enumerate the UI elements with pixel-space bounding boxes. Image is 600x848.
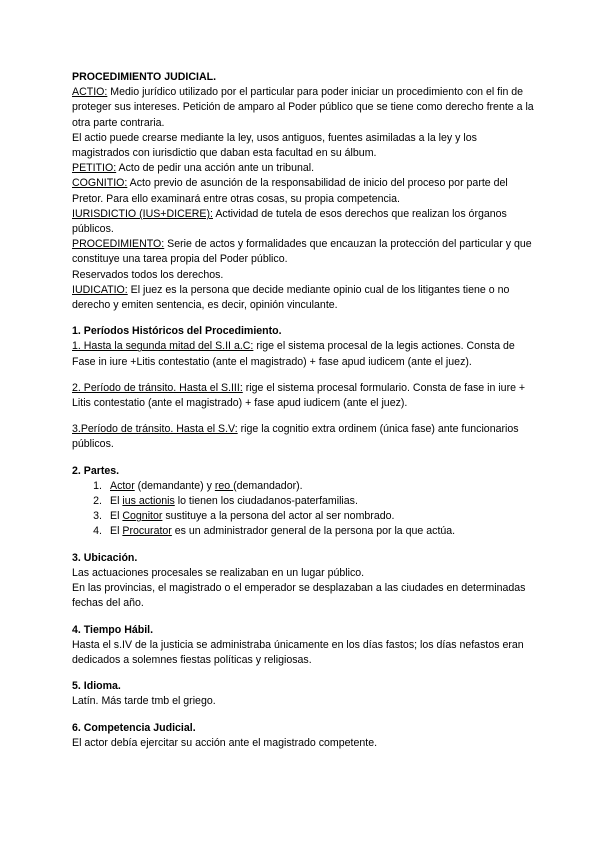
list-term-2: reo — [214, 479, 234, 492]
definition-term: COGNITIO: — [72, 177, 128, 190]
definition-term: IUDICATIO: — [72, 283, 128, 296]
definition-term: ACTIO: — [72, 86, 108, 99]
definition-term: IURISDICTIO (IUS+DICERE): — [72, 207, 213, 220]
list-number: 2. — [93, 495, 102, 508]
period-2 — [72, 381, 534, 411]
list-text: sustituye a la persona del actor al ser nombrado. — [162, 510, 395, 523]
period-text: rige la cognitio extra ordinem (única fase) ante funcionarios públicos. — [72, 423, 519, 451]
section-heading-periodos: 1. Períodos Históricos del Procedimiento. — [72, 325, 282, 338]
definition-iudicatio — [72, 283, 534, 313]
period-term: 3.Período de tránsito. Hasta el S.V: — [72, 423, 238, 436]
list-item — [72, 524, 534, 539]
list-item — [72, 494, 534, 509]
list-term: Actor — [110, 479, 135, 492]
idioma-text: Latín. Más tarde tmb el griego. — [72, 695, 216, 708]
list-text: El — [110, 525, 123, 538]
definition-petitio — [72, 161, 534, 176]
section-heading-ubicacion: 3. Ubicación. — [72, 551, 138, 564]
list-term: Cognitor — [122, 510, 163, 523]
definition-text: Acto de pedir una acción ante un tribunal. — [116, 162, 315, 175]
section-heading-partes: 2. Partes. — [72, 464, 120, 477]
definition-procedimiento — [72, 237, 534, 267]
ubicacion-line-2: En las provincias, el magistrado o el emperador se desplazaban a las ciudades en determinadas fechas del año. — [72, 582, 526, 610]
list-term: Procurator — [122, 525, 172, 538]
definition-actio-note — [72, 131, 534, 161]
list-number: 1. — [93, 479, 102, 492]
list-text: es un administrador general de la persona por la que actúa. — [171, 525, 456, 538]
definition-term: PROCEDIMIENTO: — [72, 238, 165, 251]
list-text: (demandante) y — [134, 479, 215, 492]
period-term: 2. Período de tránsito. Hasta el S.III: — [72, 381, 243, 394]
definition-text: Reservados todos los derechos. — [72, 268, 224, 281]
definition-text: Serie de actos y formalidades que encauzan la protección del particular y que constituye una tarea propia del Poder público. — [72, 238, 532, 266]
competencia-text: El actor debía ejercitar su acción ante el magistrado competente. — [72, 736, 378, 749]
document-title: PROCEDIMIENTO JUDICIAL. — [72, 71, 217, 83]
ubicacion-line-1: Las actuaciones procesales se realizaban en un lugar público. — [72, 566, 365, 579]
period-term: 1. Hasta la segunda mitad del S.II a.C: — [72, 340, 254, 353]
period-1 — [72, 339, 534, 369]
list-text: El — [110, 510, 123, 523]
list-number: 3. — [93, 510, 102, 523]
list-text: (demandador). — [233, 479, 303, 492]
list-text: lo tienen los ciudadanos-paterfamilias. — [174, 495, 358, 508]
definition-term: PETITIO: — [72, 162, 117, 175]
list-number: 4. — [93, 525, 102, 538]
period-text: rige el sistema procesal de la legis actiones. Consta de Fase in iure +Litis contestatio (ante el magistrado) + fase apud iudicem (ante el juez). — [72, 340, 515, 368]
list-item — [72, 479, 534, 494]
definition-text: El actio puede crearse mediante la ley, usos antiguos, fuentes asimiladas a la ley y los magistrados con iurisdictio que daban esta facultad en su álbum. — [72, 131, 477, 160]
definition-actio — [72, 85, 534, 131]
section-heading-competencia: 6. Competencia Judicial. — [72, 721, 196, 734]
list-text: El — [110, 495, 123, 508]
period-3 — [72, 422, 534, 452]
section-heading-idioma: 5. Idioma. — [72, 680, 121, 693]
definition-cognitio — [72, 176, 534, 206]
definition-text: Medio jurídico utilizado por el particular para poder iniciar un procedimiento con el fin de proteger sus intereses. Petición de amparo al Poder público que se tiene como derecho frente a la otra parte contraria. — [72, 86, 534, 129]
list-term: ius actionis — [122, 495, 175, 508]
document-page — [72, 70, 534, 751]
definition-text: Acto previo de asunción de la responsabilidad de inicio del proceso por parte del Pretor. Para ello examinará entre otras cosas, su propia competencia. — [72, 177, 508, 205]
definition-iurisdictio — [72, 207, 534, 237]
definition-text: Actividad de tutela de esos derechos que realizan los órganos públicos. — [72, 207, 507, 236]
rights-notice — [72, 268, 534, 283]
definition-text: El juez es la persona que decide mediante opinio cual de los litigantes tiene o no derecho y emiten sentencia, es decir, opinión vinculante. — [72, 283, 510, 312]
partes-list — [72, 479, 534, 540]
definitions-block — [72, 85, 534, 313]
list-item — [72, 509, 534, 524]
period-text: rige el sistema procesal formulario. Consta de fase in iure + Litis contestatio (ante el magistrado) + fase apud iudicem (ante el juez). — [72, 381, 526, 410]
tiempo-habil-text: Hasta el s.IV de la justicia se administraba únicamente en los días fastos; los días nefastos eran dedicados a solemnes fiestas políticas y religiosas. — [72, 638, 524, 666]
section-heading-tiempo-habil: 4. Tiempo Hábil. — [72, 623, 154, 636]
